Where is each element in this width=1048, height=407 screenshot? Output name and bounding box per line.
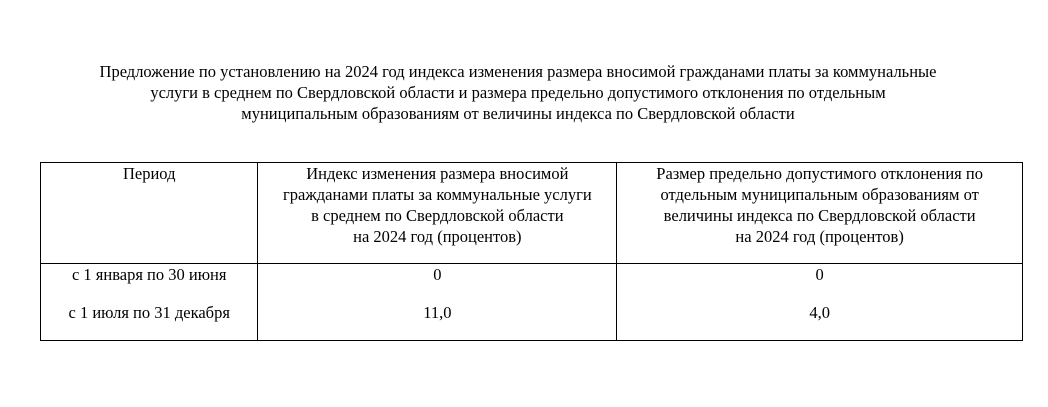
period-cell — [41, 264, 258, 341]
header-deviation-line-1: Размер предельно допустимого отклонения по — [656, 164, 983, 183]
index-row-1: 0 — [433, 265, 442, 284]
header-index-line-1: Индекс изменения размера вносимой — [306, 164, 569, 183]
header-deviation-line-2: отдельным муниципальным образованиям от — [660, 185, 979, 204]
header-index-line-4: на 2024 год (процентов) — [353, 227, 522, 246]
deviation-row-2: 4,0 — [809, 303, 830, 322]
header-period-label: Период — [122, 164, 176, 183]
header-deviation-line-4: на 2024 год (процентов) — [735, 227, 904, 246]
index-cell — [258, 264, 617, 341]
header-index-line-2: гражданами платы за коммунальные услуги — [283, 185, 592, 204]
period-row-1: с 1 января по 30 июня — [71, 265, 227, 284]
header-deviation — [617, 163, 1023, 264]
deviation-row-1: 0 — [815, 265, 824, 284]
index-row-2: 11,0 — [423, 303, 452, 322]
header-index-line-3: в среднем по Свердловской области — [311, 206, 564, 225]
deviation-cell — [617, 264, 1023, 341]
header-index — [258, 163, 617, 264]
title-line-3: муниципальным образованиям от величины индекса по Свердловской области — [241, 104, 795, 123]
title-line-2: услуги в среднем по Свердловской области и размера предельно допустимого отклонения по отдельным — [150, 83, 886, 102]
title-line-1: Предложение по установлению на 2024 год индекса изменения размера вносимой гражданами платы за коммунальные — [99, 62, 937, 81]
table-row — [41, 264, 1023, 341]
period-row-2: с 1 июля по 31 декабря — [68, 303, 230, 322]
table-header-row — [41, 163, 1023, 264]
header-deviation-line-3: величины индекса по Свердловской области — [663, 206, 976, 225]
index-table — [40, 162, 1023, 341]
header-period — [41, 163, 258, 264]
document-title — [20, 61, 1016, 124]
